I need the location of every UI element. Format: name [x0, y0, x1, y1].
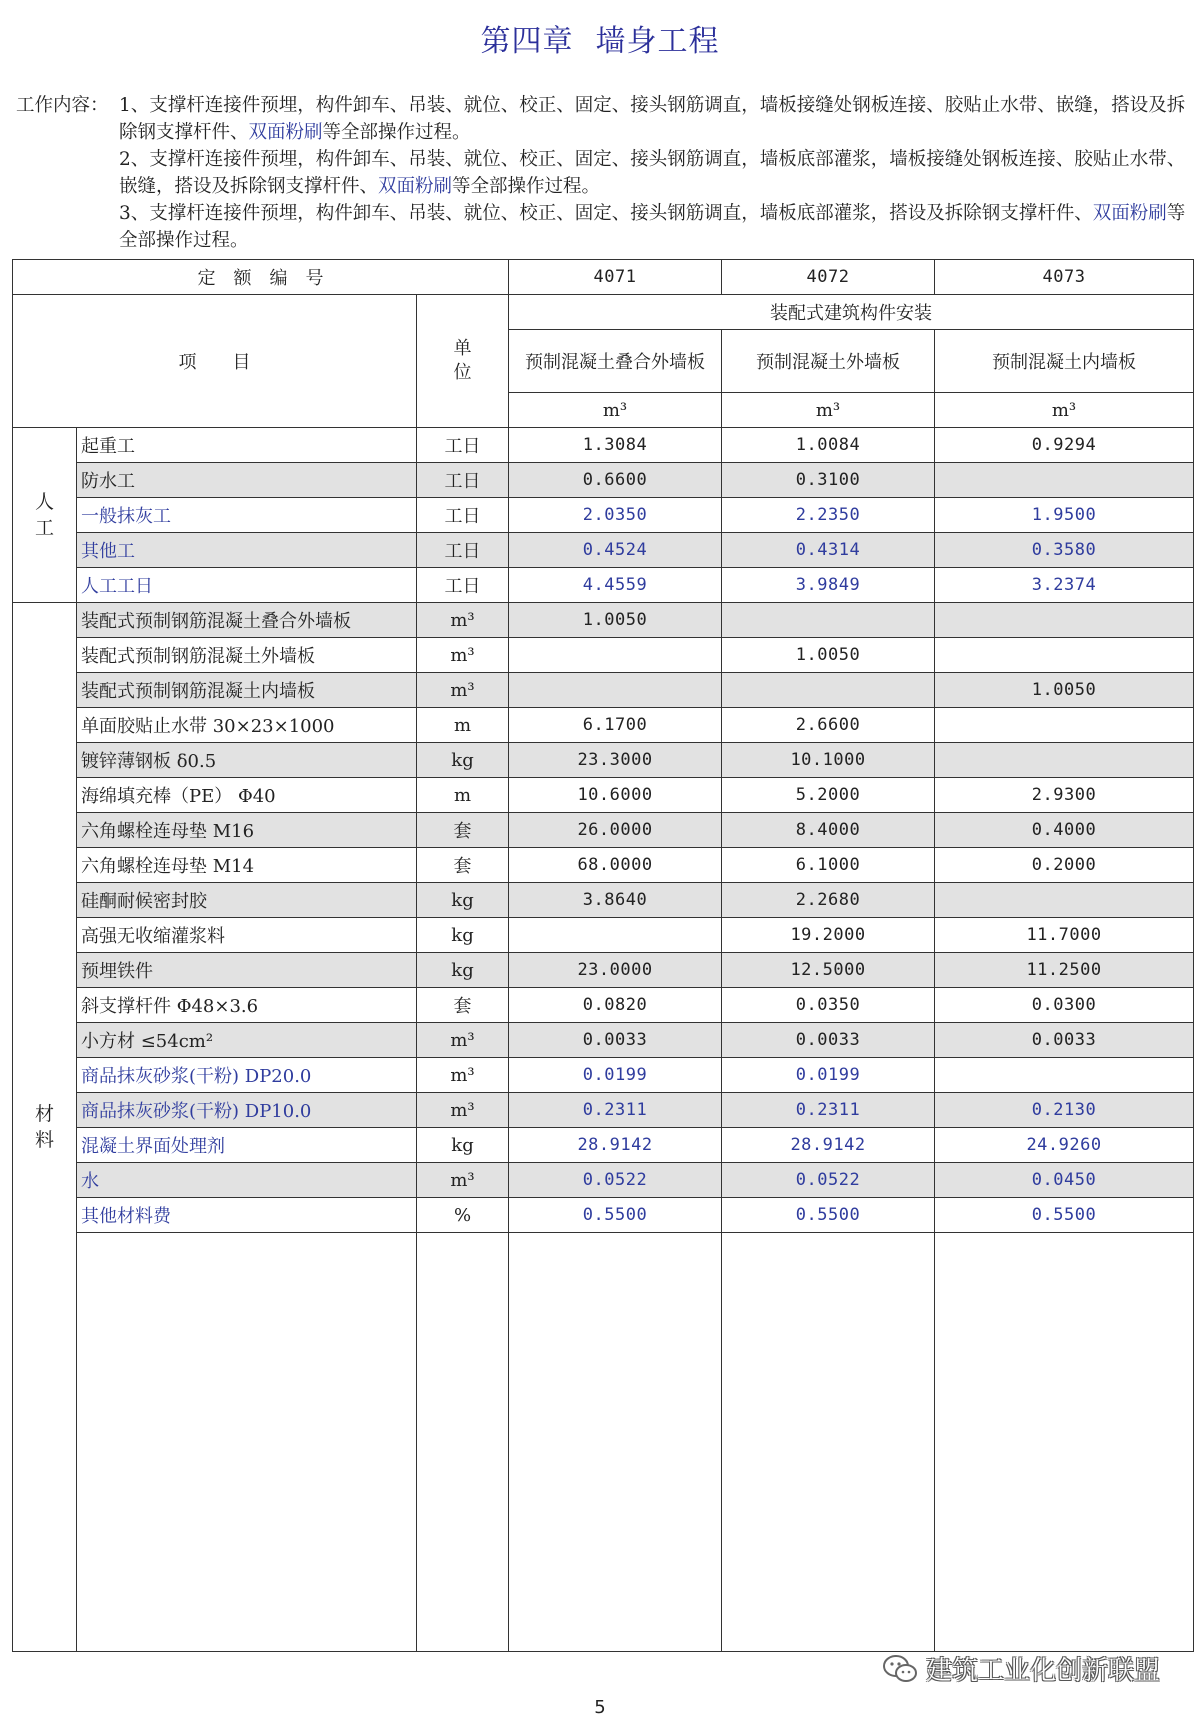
table-row	[13, 743, 1194, 778]
column-name-1: 预制混凝土叠合外墙板	[509, 330, 722, 393]
row-item-name: 水	[77, 1163, 417, 1198]
row-value-1: 0.2311	[509, 1093, 722, 1128]
row-value-1: 23.3000	[509, 743, 722, 778]
row-unit: 套	[417, 813, 509, 848]
row-value-2: 0.0033	[722, 1023, 935, 1058]
row-value-3: 0.3580	[935, 533, 1194, 568]
column-name-2: 预制混凝土外墙板	[722, 330, 935, 393]
row-value-2: 1.0084	[722, 428, 935, 463]
row-value-3: 0.0450	[935, 1163, 1194, 1198]
row-item-name: 装配式预制钢筋混凝土内墙板	[77, 673, 417, 708]
row-value-1: 0.0820	[509, 988, 722, 1023]
table-row	[13, 568, 1194, 603]
row-unit: kg	[417, 743, 509, 778]
row-value-1: 4.4559	[509, 568, 722, 603]
row-value-1: 28.9142	[509, 1128, 722, 1163]
watermark	[882, 1650, 1160, 1687]
table-row	[13, 1163, 1194, 1198]
row-unit: m³	[417, 673, 509, 708]
row-value-1: 10.6000	[509, 778, 722, 813]
watermark-text: 建筑工业化创新联盟	[925, 1656, 1160, 1686]
row-unit: m³	[417, 1058, 509, 1093]
row-item-name: 人工工日	[77, 568, 417, 603]
table-row	[13, 1093, 1194, 1128]
row-value-2: 0.4314	[722, 533, 935, 568]
row-value-3	[935, 463, 1194, 498]
row-value-1: 1.3084	[509, 428, 722, 463]
table-row	[13, 708, 1194, 743]
row-value-3: 11.7000	[935, 918, 1194, 953]
row-value-1: 0.6600	[509, 463, 722, 498]
row-unit: m³	[417, 1023, 509, 1058]
row-unit: kg	[417, 883, 509, 918]
row-unit: m³	[417, 638, 509, 673]
table-row	[13, 638, 1194, 673]
row-unit: 工日	[417, 463, 509, 498]
row-item-name: 混凝土界面处理剂	[77, 1128, 417, 1163]
row-unit: 工日	[417, 533, 509, 568]
row-value-3: 0.0033	[935, 1023, 1194, 1058]
row-value-2: 0.5500	[722, 1198, 935, 1233]
row-value-2	[722, 673, 935, 708]
row-value-3: 0.2130	[935, 1093, 1194, 1128]
table-row	[13, 1198, 1194, 1233]
row-item-name: 一般抹灰工	[77, 498, 417, 533]
blank-cell	[417, 1233, 509, 1652]
row-value-3: 2.9300	[935, 778, 1194, 813]
row-value-3	[935, 1058, 1194, 1093]
column-name-3: 预制混凝土内墙板	[935, 330, 1194, 393]
row-value-2: 2.6600	[722, 708, 935, 743]
row-unit: m³	[417, 603, 509, 638]
column-unit-3: m³	[935, 393, 1194, 428]
row-value-2: 1.0050	[722, 638, 935, 673]
row-unit: m³	[417, 1093, 509, 1128]
row-value-1: 0.5500	[509, 1198, 722, 1233]
table-row	[13, 673, 1194, 708]
work-item-3: 3、支撑杆连接件预埋，构件卸车、吊装、就位、校正、固定、接头钢筋调直，墙板底部灌浆，搭设及拆除钢支撑杆件、双面粉刷等全部操作过程。	[119, 203, 1186, 251]
row-unit: m³	[417, 1163, 509, 1198]
table-row	[13, 498, 1194, 533]
row-value-3: 24.9260	[935, 1128, 1194, 1163]
row-item-name: 其他材料费	[77, 1198, 417, 1233]
row-value-1: 0.4524	[509, 533, 722, 568]
row-value-1: 0.0033	[509, 1023, 722, 1058]
item-header: 项 目	[13, 295, 417, 428]
page-title	[0, 16, 1200, 60]
row-unit: 套	[417, 988, 509, 1023]
quota-code-4073: 4073	[935, 260, 1194, 295]
row-item-name: 小方材 ≤54cm²	[77, 1023, 417, 1058]
row-value-3: 0.0300	[935, 988, 1194, 1023]
row-value-3: 1.0050	[935, 673, 1194, 708]
row-item-name: 斜支撑杆件 Φ48×3.6	[77, 988, 417, 1023]
table-row	[13, 1023, 1194, 1058]
row-unit: m	[417, 708, 509, 743]
row-item-name: 高强无收缩灌浆料	[77, 918, 417, 953]
row-item-name: 六角螺栓连母垫 M16	[77, 813, 417, 848]
row-value-3: 0.4000	[935, 813, 1194, 848]
row-value-1	[509, 673, 722, 708]
table-row	[13, 883, 1194, 918]
work-item-2: 2、支撑杆连接件预埋，构件卸车、吊装、就位、校正、固定、接头钢筋调直，墙板底部灌浆，墙板接缝处钢板连接、胶贴止水带、嵌缝，搭设及拆除钢支撑杆件、双面粉刷等全部操作过程。	[119, 149, 1186, 197]
blank-cell	[722, 1233, 935, 1652]
table-row	[13, 603, 1194, 638]
quota-table	[12, 259, 1194, 1652]
row-value-1: 68.0000	[509, 848, 722, 883]
row-unit: %	[417, 1198, 509, 1233]
row-value-1: 0.0199	[509, 1058, 722, 1093]
row-value-2: 12.5000	[722, 953, 935, 988]
row-unit: 工日	[417, 498, 509, 533]
wechat-icon	[882, 1654, 918, 1684]
work-content	[16, 92, 1196, 254]
row-value-1: 2.0350	[509, 498, 722, 533]
work-content-items	[119, 92, 1196, 254]
table-row	[13, 1128, 1194, 1163]
row-item-name: 预埋铁件	[77, 953, 417, 988]
row-item-name: 海绵填充棒（PE） Φ40	[77, 778, 417, 813]
row-value-2: 10.1000	[722, 743, 935, 778]
work-item-1: 1、支撑杆连接件预埋，构件卸车、吊装、就位、校正、固定、接头钢筋调直，墙板接缝处钢板连接、胶贴止水带、嵌缝，搭设及拆除钢支撑杆件、双面粉刷等全部操作过程。	[119, 95, 1186, 143]
table-row	[13, 848, 1194, 883]
row-item-name: 单面胶贴止水带 30×23×1000	[77, 708, 417, 743]
row-value-3: 0.5500	[935, 1198, 1194, 1233]
category-header: 装配式建筑构件安装	[509, 295, 1194, 330]
row-unit: kg	[417, 1128, 509, 1163]
quota-code-4071: 4071	[509, 260, 722, 295]
row-item-name: 硅酮耐候密封胶	[77, 883, 417, 918]
row-item-name: 防水工	[77, 463, 417, 498]
row-value-3: 0.9294	[935, 428, 1194, 463]
row-value-2: 2.2350	[722, 498, 935, 533]
quota-number-header: 定 额 编 号	[13, 260, 509, 295]
material-group-label: 材 料	[13, 603, 77, 1652]
labor-group-label: 人 工	[13, 428, 77, 603]
row-value-1: 3.8640	[509, 883, 722, 918]
row-value-2: 3.9849	[722, 568, 935, 603]
row-value-3	[935, 743, 1194, 778]
row-unit: 工日	[417, 568, 509, 603]
row-item-name: 装配式预制钢筋混凝土外墙板	[77, 638, 417, 673]
column-unit-2: m³	[722, 393, 935, 428]
table-row	[13, 533, 1194, 568]
row-unit: m	[417, 778, 509, 813]
row-item-name: 商品抹灰砂浆(干粉) DP10.0	[77, 1093, 417, 1128]
chapter-name: 墙身工程	[595, 24, 720, 59]
row-value-1: 6.1700	[509, 708, 722, 743]
row-value-2: 0.2311	[722, 1093, 935, 1128]
row-value-1: 26.0000	[509, 813, 722, 848]
row-value-2: 19.2000	[722, 918, 935, 953]
row-value-3	[935, 603, 1194, 638]
row-value-1: 0.0522	[509, 1163, 722, 1198]
table-row	[13, 463, 1194, 498]
row-unit: 套	[417, 848, 509, 883]
row-item-name: 六角螺栓连母垫 M14	[77, 848, 417, 883]
blank-cell	[77, 1233, 417, 1652]
chapter-number: 第四章	[480, 24, 574, 59]
row-unit: 工日	[417, 428, 509, 463]
row-item-name: 商品抹灰砂浆(干粉) DP20.0	[77, 1058, 417, 1093]
row-item-name: 其他工	[77, 533, 417, 568]
blank-cell	[509, 1233, 722, 1652]
table-row	[13, 953, 1194, 988]
column-unit-1: m³	[509, 393, 722, 428]
work-content-label: 工作内容：	[16, 95, 109, 116]
row-value-1: 23.0000	[509, 953, 722, 988]
row-value-2: 0.0350	[722, 988, 935, 1023]
row-value-2: 0.3100	[722, 463, 935, 498]
row-value-3	[935, 638, 1194, 673]
row-value-2: 0.0522	[722, 1163, 935, 1198]
table-row	[13, 428, 1194, 463]
row-value-2: 0.0199	[722, 1058, 935, 1093]
row-value-3: 1.9500	[935, 498, 1194, 533]
row-unit: kg	[417, 953, 509, 988]
row-value-3: 3.2374	[935, 568, 1194, 603]
row-value-2: 2.2680	[722, 883, 935, 918]
row-value-3	[935, 708, 1194, 743]
row-value-1	[509, 918, 722, 953]
row-value-1: 1.0050	[509, 603, 722, 638]
row-value-3	[935, 883, 1194, 918]
row-value-1	[509, 638, 722, 673]
row-item-name: 镀锌薄钢板 δ0.5	[77, 743, 417, 778]
table-row	[13, 778, 1194, 813]
page-number: 5	[594, 1697, 606, 1718]
row-value-3: 11.2500	[935, 953, 1194, 988]
row-value-2: 8.4000	[722, 813, 935, 848]
table-row	[13, 988, 1194, 1023]
table-row	[13, 918, 1194, 953]
row-unit: kg	[417, 918, 509, 953]
blank-row	[13, 1233, 1194, 1652]
table-row	[13, 813, 1194, 848]
row-value-2	[722, 603, 935, 638]
unit-header: 单位	[417, 295, 509, 428]
row-item-name: 起重工	[77, 428, 417, 463]
row-value-2: 28.9142	[722, 1128, 935, 1163]
quota-code-4072: 4072	[722, 260, 935, 295]
row-value-2: 5.2000	[722, 778, 935, 813]
row-item-name: 装配式预制钢筋混凝土叠合外墙板	[77, 603, 417, 638]
table-row	[13, 1058, 1194, 1093]
blank-cell	[935, 1233, 1194, 1652]
row-value-2: 6.1000	[722, 848, 935, 883]
row-value-3: 0.2000	[935, 848, 1194, 883]
